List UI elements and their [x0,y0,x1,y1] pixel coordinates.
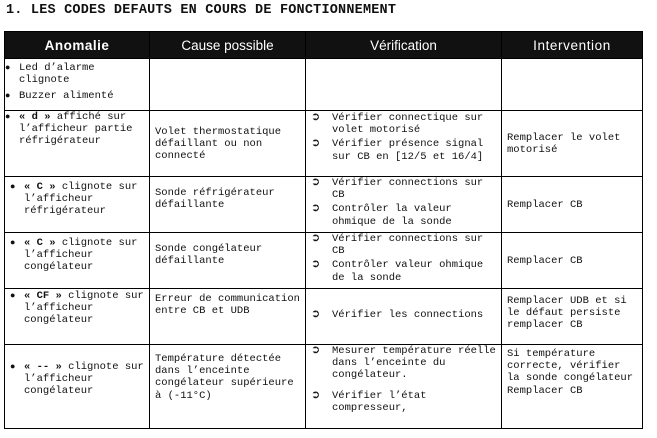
verification-cell [306,111,502,177]
bullet-icon: ● [10,182,16,192]
fault-code: « C » [24,237,56,249]
fault-code: « C » [24,181,56,193]
table-row [5,111,643,177]
verification-cell [306,59,502,111]
verification-cell [306,345,502,429]
right-arrow-icon: ➲ [311,343,321,356]
fault-code: « -- » [24,361,62,373]
bullet-icon: ● [10,291,16,301]
anomalie-cell [5,59,150,111]
list-item: ➲ Vérifier les connections [311,307,484,322]
anomalie-cell: ● « CF » clignote sur l’afficheur congélateur [5,289,150,345]
list-item: ➲ Mesurer température réelle dans l’enceinte du congélateur. [311,343,496,382]
bullet-icon: ● [5,91,11,102]
right-arrow-icon: ➲ [311,307,321,321]
intervention-cell: Remplacer le volet motorisé [502,111,643,177]
right-arrow-icon: ➲ [311,201,321,215]
fault-code: « CF » [24,290,62,302]
list-item: ➲ Vérifier présence signal sur CB en [12/5 et 16/4] [311,136,484,163]
list-item: ➲ Contrôler la valeur ohmique de la sonde [311,201,452,228]
intervention-cell: Remplacer CB [502,233,643,289]
intervention-cell: Remplacer UDB et si le défaut persiste remplacer CB [502,289,643,345]
intervention-cell: Si température correcte, vérifier la sonde congélateur Remplacer CB [502,345,643,429]
list-item: ➲ Vérifier l’état compresseur, [311,387,427,414]
right-arrow-icon: ➲ [311,231,321,244]
header-anomalie: Anomalie [5,32,150,59]
fault-codes-table [4,31,643,429]
table-row [5,289,643,345]
list-item: ➲ Vérifier connections sur CB [311,175,484,202]
header-verification: Vérification [306,32,502,59]
cause-cell: Température détectée dans l’enceinte congélateur supérieure à (-11°C) [150,345,306,429]
right-arrow-icon: ➲ [311,110,321,123]
bullet-icon: ● [10,362,16,372]
list-item: ● Led d’alarme clignote [5,62,95,87]
header-intervention: Intervention [502,32,643,59]
verification-cell [306,177,502,233]
list-item: ● Buzzer alimenté [5,90,114,103]
anomalie-cell: ● « C » clignote sur l’afficheur réfrigérateur [5,177,150,233]
list-item: ➲ Vérifier connections sur CB [311,231,484,258]
intervention-cell: Remplacer CB [502,177,643,233]
cause-cell: Sonde congélateur défaillante [150,233,306,289]
verification-cell [306,233,502,289]
table-row [5,59,643,111]
bullet-icon: ● [10,238,16,248]
bullet-icon: ● [5,63,11,73]
document-title: 1. LES CODES DEFAUTS EN COURS DE FONCTIONNEMENT [6,3,397,18]
right-arrow-icon: ➲ [311,257,321,271]
header-cause: Cause possible [150,32,306,59]
anomalie-cell: ● « C » clignote sur l’afficheur congélateur [5,233,150,289]
table-row [5,345,643,429]
table-row [5,233,643,289]
list-item: ➲ Vérifier connectique sur volet motorisé [311,110,484,137]
intervention-cell [502,59,643,111]
verification-cell [306,289,502,345]
bullet-icon: ● [5,112,11,122]
right-arrow-icon: ➲ [311,387,321,401]
list-item: ➲ Contrôler valeur ohmique de la sonde [311,257,484,284]
table-row [5,177,643,233]
anomalie-cell: ● « d » affiché sur l’afficheur partie réfrigérateur [5,111,150,177]
right-arrow-icon: ➲ [311,175,321,188]
right-arrow-icon: ➲ [311,136,321,150]
fault-code: « d » [19,111,51,123]
cause-cell: Volet thermostatique défaillant ou non connecté [150,111,306,177]
anomalie-cell: ● « -- » clignote sur l’afficheur congélateur [5,345,150,429]
cause-cell: Erreur de communication entre CB et UDB [150,289,306,345]
table-header-row [5,32,643,59]
cause-cell: Sonde réfrigérateur défaillante [150,177,306,233]
cause-cell [150,59,306,111]
